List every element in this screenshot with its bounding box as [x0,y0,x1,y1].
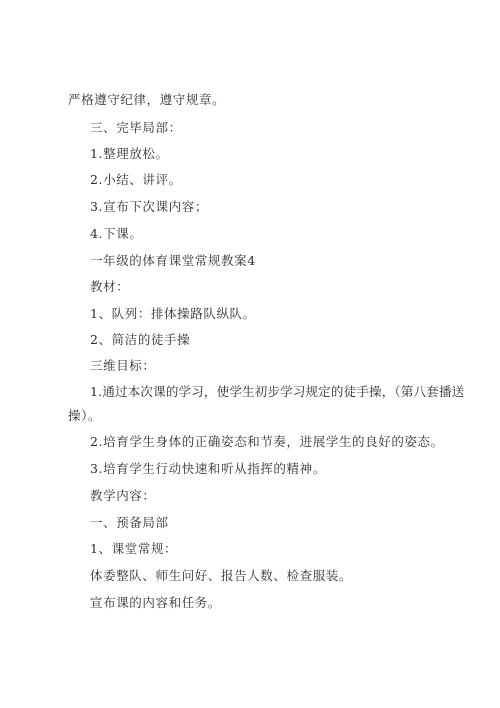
list-item: 1.通过本次课的学习，使学生初步学习规定的徒手操，（第八套播送 [90,384,465,399]
list-item: 3.培育学生行动快速和听从指挥的精神。 [90,461,326,476]
section-heading: 一、预备局部 [90,515,169,530]
section-heading: 三维目标： [90,358,156,373]
list-item: 1.整理放松。 [90,146,169,161]
list-item: 2.培育学生身体的正确姿态和节奏，进展学生的良好的姿态。 [90,434,444,449]
list-item: 2.小结、讲评。 [90,172,182,187]
list-item: 2、简洁的徒手操 [90,332,191,347]
list-item: 3.宣布下次课内容； [90,199,208,214]
section-heading: 教学内容： [90,488,156,503]
lesson-title: 一年级的体育课堂常规教案4 [90,253,256,268]
section-heading: 教材： [90,279,130,294]
paragraph-line: 体委整队、师生问好、报告人数、检查服装。 [90,568,353,583]
list-item: 1、课堂常规： [90,541,178,556]
section-heading: 三、完毕局部： [90,120,182,135]
paragraph-line: 严格遵守纪律，遵守规章。 [68,92,226,107]
paragraph-line: 操）。 [68,408,102,423]
list-item: 1、队列：排体操路队纵队。 [90,306,256,321]
paragraph-line: 宣布课的内容和任务。 [90,595,222,610]
list-item: 4.下课。 [90,226,143,241]
